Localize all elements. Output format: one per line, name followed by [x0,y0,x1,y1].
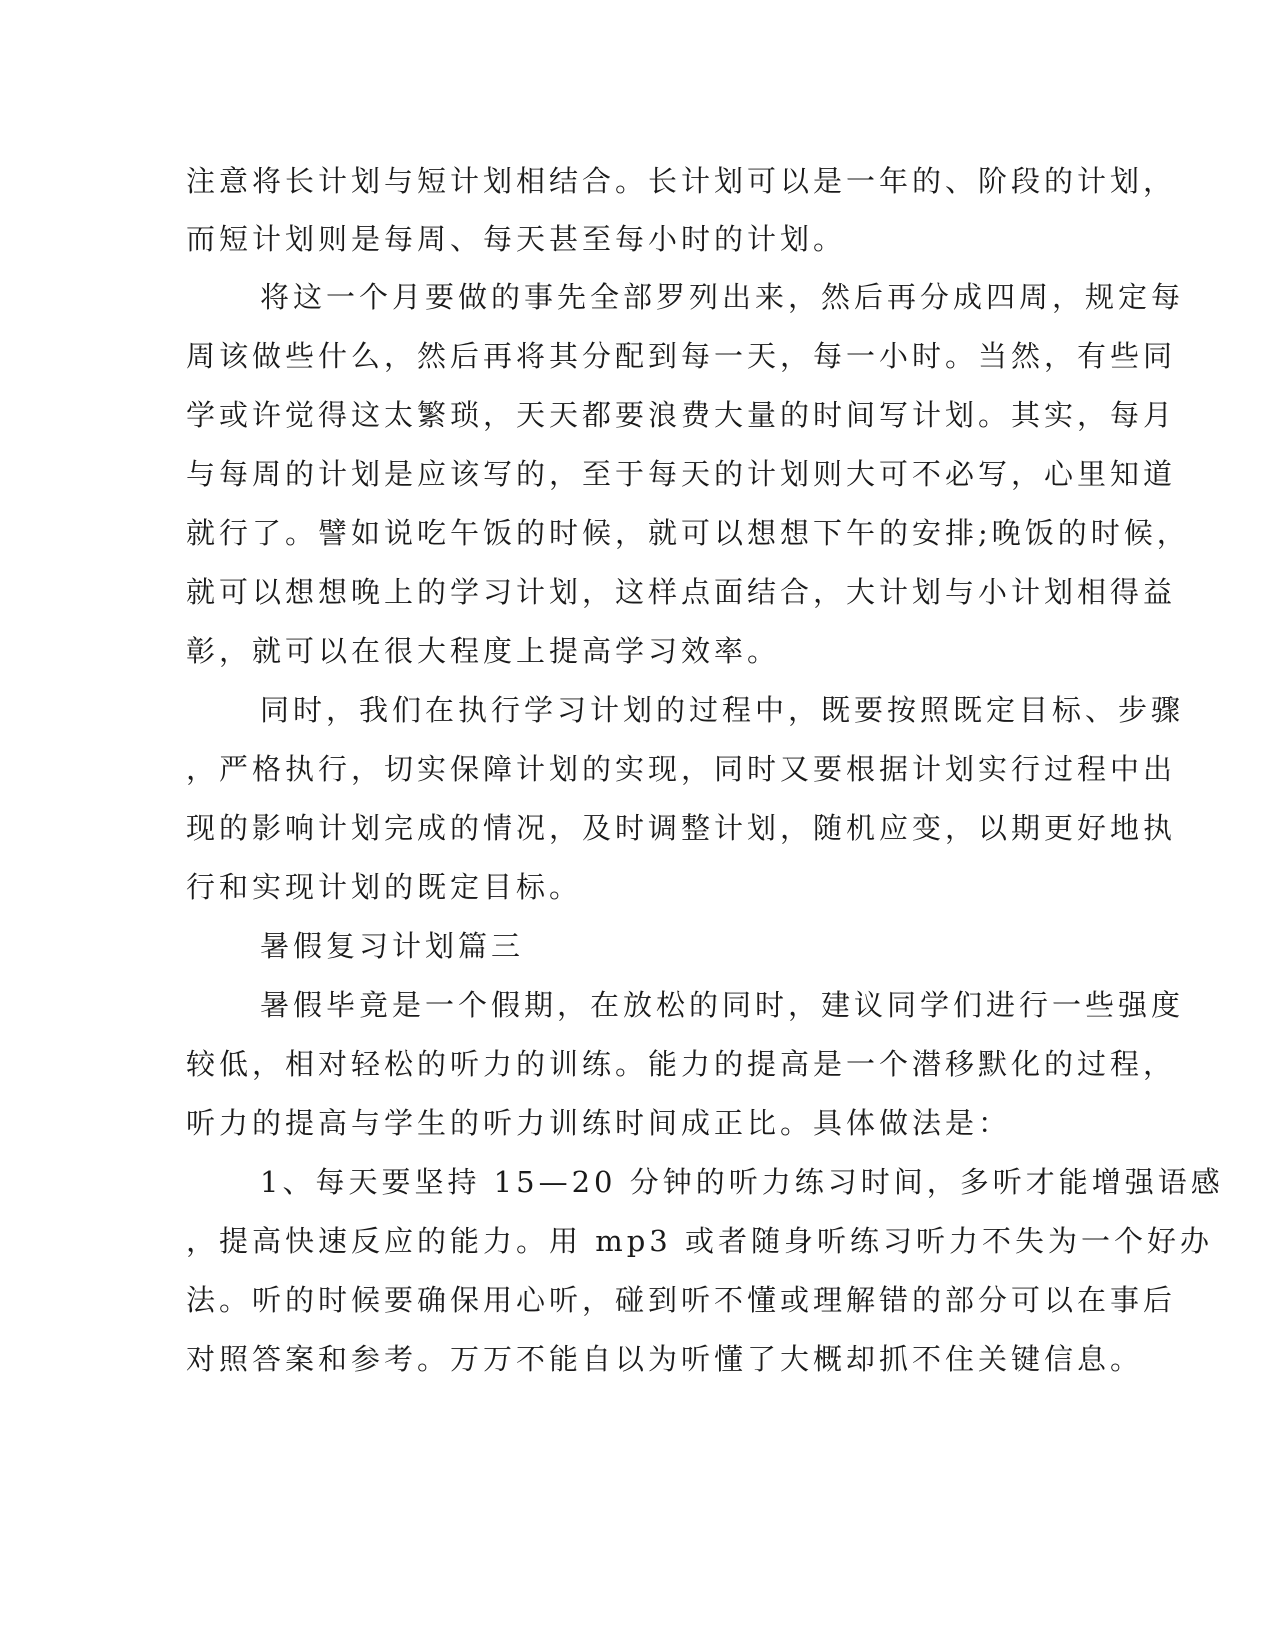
paragraph-line: 学或许觉得这太繁琐，天天都要浪费大量的时间写计划。其实，每月 [186,398,1177,432]
paragraph-line: 听力的提高与学生的听力训练时间成正比。具体做法是： [186,1106,1012,1140]
paragraph-line: 同时，我们在执行学习计划的过程中，既要按照既定目标、步骤 [260,693,1185,727]
paragraph-line: 暑假毕竟是一个假期，在放松的同时，建议同学们进行一些强度 [260,988,1185,1022]
paragraph-line: 注意将长计划与短计划相结合。长计划可以是一年的、阶段的计划， [186,164,1177,198]
paragraph-line: 而短计划则是每周、每天甚至每小时的计划。 [186,222,847,256]
paragraph-line: 法。听的时候要确保用心听，碰到听不懂或理解错的部分可以在事后 [186,1283,1177,1317]
paragraph-line: ，严格执行，切实保障计划的实现，同时又要根据计划实行过程中出 [186,752,1177,786]
paragraph-line: 就可以想想晚上的学习计划，这样点面结合，大计划与小计划相得益 [186,575,1177,609]
paragraph-line: 与每周的计划是应该写的，至于每天的计划则大可不必写，心里知道 [186,457,1177,491]
paragraph-line: 现的影响计划完成的情况，及时调整计划，随机应变，以期更好地执 [186,811,1177,845]
paragraph-line: 对照答案和参考。万万不能自以为听懂了大概却抓不住关键信息。 [186,1342,1144,1376]
paragraph-line: 就行了。譬如说吃午饭的时候，就可以想想下午的安排;晚饭的时候， [186,516,1190,550]
paragraph-line: 较低，相对轻松的听力的训练。能力的提高是一个潜移默化的过程， [186,1047,1177,1081]
paragraph-line: 行和实现计划的既定目标。 [186,870,583,904]
section-heading: 暑假复习计划篇三 [260,929,525,963]
paragraph-line: 彰，就可以在很大程度上提高学习效率。 [186,634,781,668]
paragraph-line: ，提高快速反应的能力。用 mp3 或者随身听练习听力不失为一个好办 [186,1224,1213,1258]
paragraph-line: 将这一个月要做的事先全部罗列出来，然后再分成四周，规定每 [260,280,1185,314]
paragraph-line: 1、每天要坚持 15—20 分钟的听力练习时间，多听才能增强语感 [260,1165,1224,1199]
paragraph-line: 周该做些什么，然后再将其分配到每一天，每一小时。当然，有些同 [186,339,1177,373]
